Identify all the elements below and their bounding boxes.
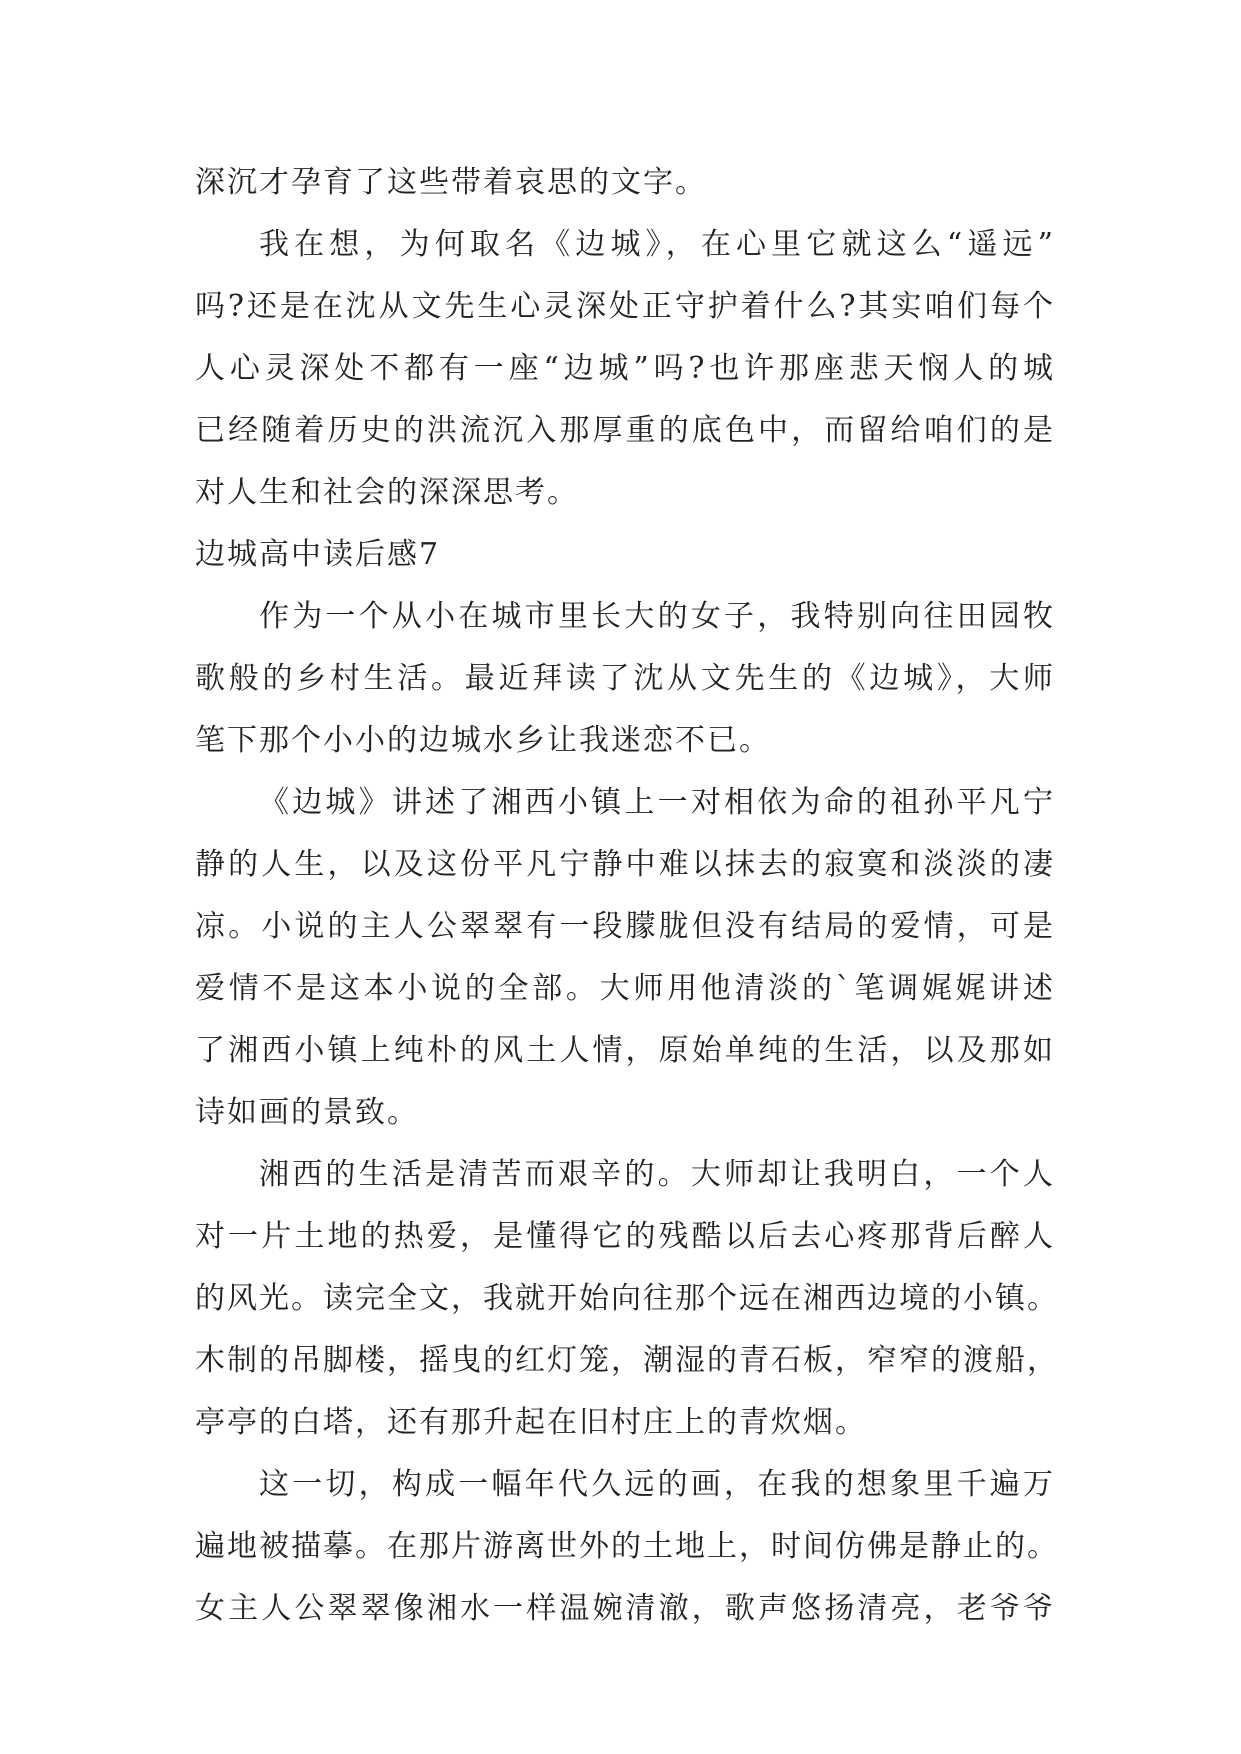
text-line: 亭亭的白塔，还有那升起在旧村庄上的青炊烟。 — [195, 1405, 867, 1440]
text-line: 吗?还是在沈从文先生心灵深处正守护着什么?其实咱们每个 — [195, 289, 1055, 324]
text-line: 笔下那个小小的边城水乡让我迷恋不已。 — [195, 723, 771, 758]
text-line: 女主人公翠翠像湘水一样温婉清澈，歌声悠扬清亮，老爷爷 — [195, 1591, 1055, 1626]
text-line: 我在想，为何取名《边城》，在心里它就这么“遥远” — [259, 227, 1055, 262]
text-line: 湘西的生活是清苦而艰辛的。大师却让我明白，一个人 — [259, 1157, 1055, 1192]
text-line: 这一切，构成一幅年代久远的画，在我的想象里千遍万 — [259, 1467, 1055, 1502]
text-line: 作为一个从小在城市里长大的女子，我特别向往田园牧 — [259, 599, 1055, 634]
text-line: 深沉才孕育了这些带着哀思的文字。 — [195, 165, 707, 200]
text-line: 对一片土地的热爱，是懂得它的残酷以后去心疼那背后醉人 — [195, 1219, 1055, 1254]
text-line: 诗如画的景致。 — [195, 1095, 419, 1130]
section-heading: 边城高中读后感7 — [195, 537, 441, 572]
text-line: 了湘西小镇上纯朴的风土人情，原始单纯的生活，以及那如 — [195, 1033, 1055, 1068]
text-line: 凉。小说的主人公翠翠有一段朦胧但没有结局的爱情，可是 — [195, 909, 1055, 944]
document-body — [195, 152, 1059, 1640]
text-line: 对人生和社会的深深思考。 — [195, 475, 579, 510]
text-line: 爱情不是这本小说的全部。大师用他清淡的`笔调娓娓讲述 — [195, 971, 1055, 1006]
text-line: 的风光。读完全文，我就开始向往那个远在湘西边境的小镇。 — [195, 1281, 1059, 1316]
text-line: 已经随着历史的洪流沉入那厚重的底色中，而留给咱们的是 — [195, 413, 1055, 448]
text-line: 《边城》讲述了湘西小镇上一对相依为命的祖孙平凡宁 — [259, 785, 1055, 820]
text-line: 歌般的乡村生活。最近拜读了沈从文先生的《边城》，大师 — [195, 661, 1055, 696]
text-line: 人心灵深处不都有一座“边城”吗?也许那座悲天悯人的城 — [195, 351, 1055, 386]
text-line: 遍地被描摹。在那片游离世外的土地上，时间仿佛是静止的。 — [195, 1529, 1059, 1564]
text-line: 静的人生，以及这份平凡宁静中难以抹去的寂寞和淡淡的凄 — [195, 847, 1055, 882]
text-line: 木制的吊脚楼，摇曳的红灯笼，潮湿的青石板，窄窄的渡船， — [195, 1343, 1059, 1378]
